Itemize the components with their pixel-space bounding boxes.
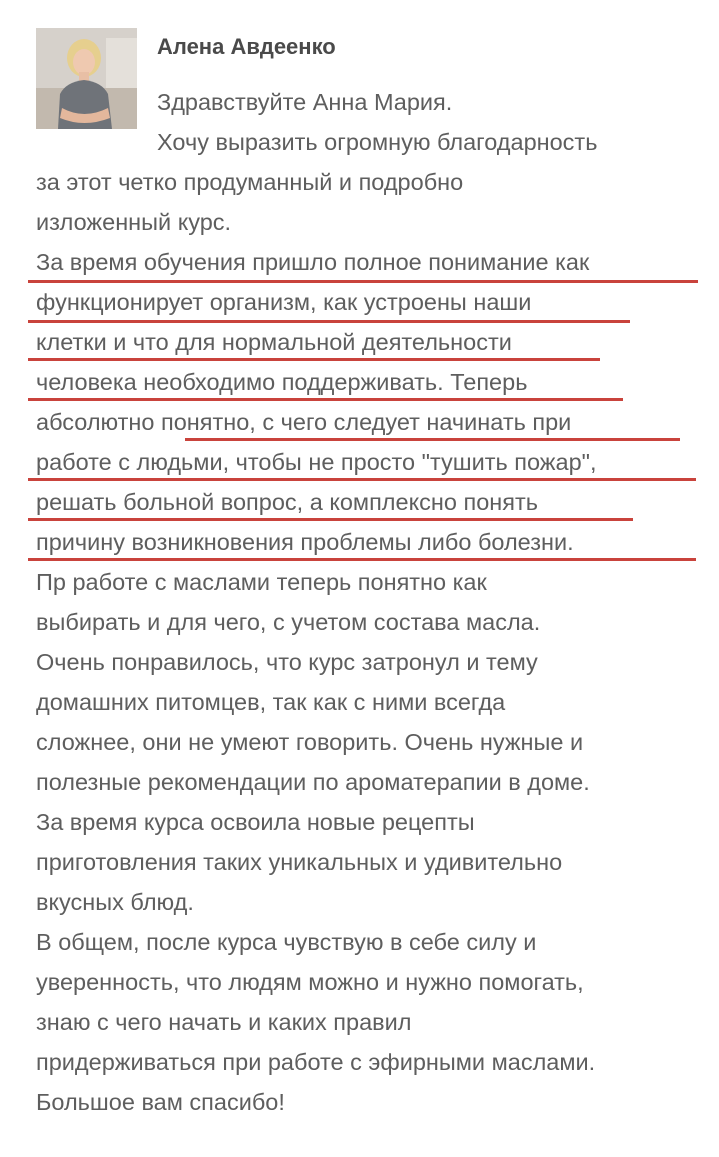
review-line: В общем, после курса чувствую в себе силу и xyxy=(36,929,537,955)
highlight-underline xyxy=(28,558,696,561)
highlight-underline xyxy=(28,358,600,361)
review-line: сложнее, они не умеют говорить. Очень нужные и xyxy=(36,729,584,755)
review-line: функционирует организм, как устроены наши xyxy=(36,289,532,315)
review-line: за этот четко продуманный и подробно xyxy=(36,169,464,195)
review-line: домашних питомцев, так как с ними всегда xyxy=(36,689,506,715)
review-line: придерживаться при работе с эфирными маслами. xyxy=(36,1049,596,1075)
review-line: человека необходимо поддерживать. Теперь xyxy=(36,369,528,395)
review-line: уверенность, что людям можно и нужно помогать, xyxy=(36,969,584,995)
author-photo xyxy=(36,28,137,129)
review-line: работе с людьми, чтобы не просто "тушить пожар", xyxy=(36,449,597,475)
review-line: Здравствуйте Анна Мария. xyxy=(157,89,453,115)
review-line: решать больной вопрос, а комплексно понять xyxy=(36,489,538,515)
review-line: Большое вам спасибо! xyxy=(36,1089,285,1115)
author-name: Алена Авдеенко xyxy=(157,34,336,59)
author-avatar xyxy=(36,28,137,129)
highlight-underline xyxy=(28,320,630,323)
review-line: полезные рекомендации по ароматерапии в доме. xyxy=(36,769,590,795)
highlight-underline xyxy=(28,478,696,481)
review-line: клетки и что для нормальной деятельности xyxy=(36,329,512,355)
review-line: приготовления таких уникальных и удивительно xyxy=(36,849,563,875)
review-line: выбирать и для чего, с учетом состава масла. xyxy=(36,609,541,635)
highlight-underline xyxy=(28,518,633,521)
review-line: абсолютно понятно, с чего следует начинать при xyxy=(36,409,572,435)
review-line: изложенный курс. xyxy=(36,209,232,235)
review-line: Хочу выразить огромную благодарность xyxy=(157,129,598,155)
review-line: Очень понравилось, что курс затронул и тему xyxy=(36,649,538,675)
review-line: вкусных блюд. xyxy=(36,889,194,915)
review-line: За время обучения пришло полное понимание как xyxy=(36,249,590,275)
review-line: За время курса освоила новые рецепты xyxy=(36,809,475,835)
highlight-underline xyxy=(28,398,623,401)
highlight-underline xyxy=(28,280,698,283)
review-line: причину возникновения проблемы либо болезни. xyxy=(36,529,574,555)
highlight-underline xyxy=(185,438,680,441)
review-line: Пр работе с маслами теперь понятно как xyxy=(36,569,487,595)
review-line: знаю с чего начать и каких правил xyxy=(36,1009,412,1035)
